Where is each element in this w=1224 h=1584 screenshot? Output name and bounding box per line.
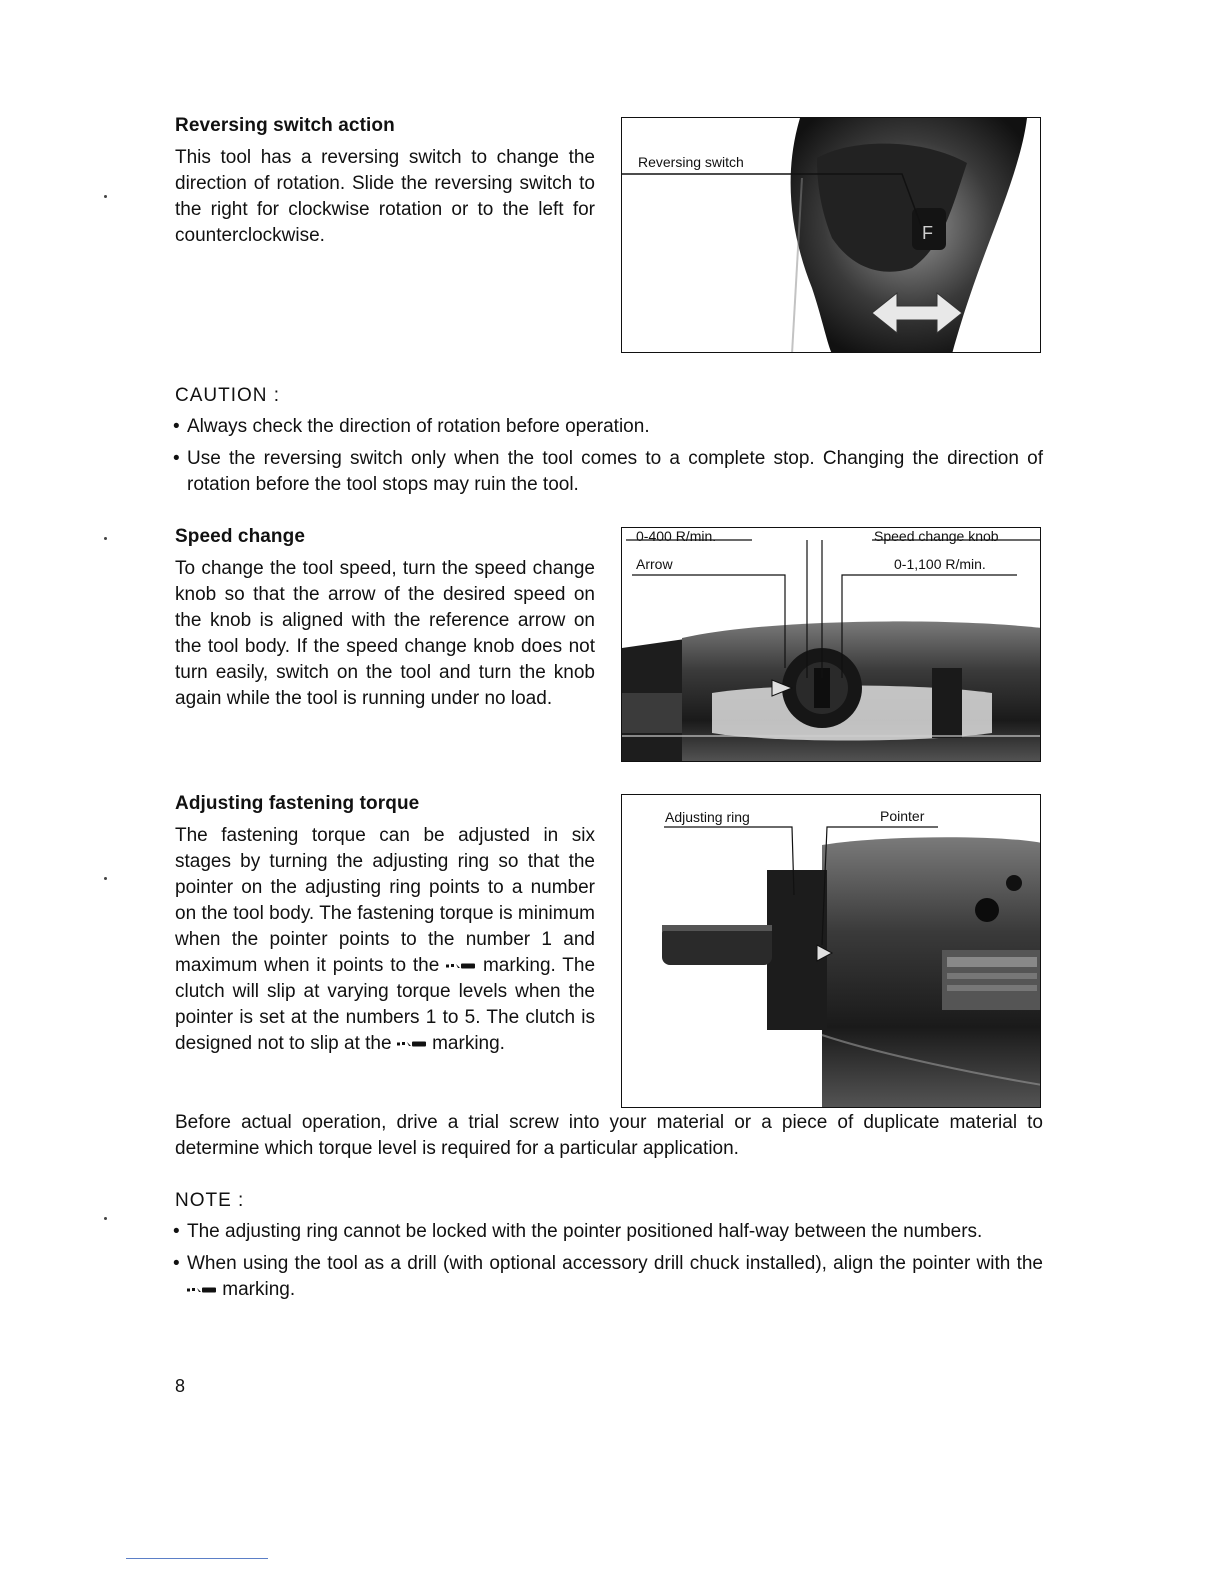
- scan-dot: [104, 195, 107, 198]
- footer-line: [126, 1558, 268, 1559]
- switch-letter: F: [922, 223, 933, 243]
- note-item: [173, 1251, 1043, 1303]
- note-item2-part2: marking.: [222, 1279, 296, 1300]
- reversing-text: This tool has a reversing switch to change the direction of rotation. Slide the reversing switch to the right for clockwise rotation or to the left for counterclockwise.: [175, 147, 595, 246]
- high-speed-label: 0-1,100 R/min.: [894, 556, 986, 572]
- speed-change-photo: [621, 527, 1041, 762]
- reversing-switch-label: Reversing switch: [638, 154, 744, 170]
- adjusting-ring-photo: [621, 794, 1041, 1108]
- pointer-label: Pointer: [880, 808, 925, 824]
- drill-marking-icon: [446, 962, 476, 970]
- note-item2-part1: When using the tool as a drill (with optional accessory drill chuck installed), align the pointer with the: [187, 1253, 1043, 1274]
- scan-dot: [104, 537, 107, 540]
- caution-item: • Use the reversing switch only when the tool comes to a complete stop. Changing the direction of rotation before the tool stops may ruin the tool.: [173, 446, 1043, 498]
- scan-dot: [104, 1217, 107, 1220]
- trial-screw-text: Before actual operation, drive a trial screw into your material or a piece of duplicate material to determine which torque level is required for a particular application.: [175, 1112, 1043, 1159]
- arrow-label: Arrow: [636, 556, 673, 572]
- note-list: [173, 1219, 1043, 1309]
- scan-dot: [104, 877, 107, 880]
- torque-text-part1: The fastening torque can be adjusted in six stages by turning the adjusting ring so that the pointer on the adjusting ring points to a number on the tool body. The fastening torque is minimum when the pointer points to the number 1 and maximum when it points to the: [175, 825, 595, 976]
- drill-marking-icon: [397, 1040, 427, 1048]
- torque-text: [175, 823, 595, 1057]
- knob-label: Speed change knob: [874, 528, 999, 544]
- page-number: 8: [175, 1376, 186, 1396]
- note-title: NOTE :: [175, 1190, 245, 1211]
- speed-text: To change the tool speed, turn the speed change knob so that the arrow of the desired speed on the knob is aligned with the reference arrow on the tool body. If the speed change knob does not turn easily, switch on the tool and turn the knob again while the tool is running under no load.: [175, 558, 595, 709]
- torque-text-part3: marking.: [432, 1033, 505, 1054]
- note-item: • The adjusting ring cannot be locked with the pointer positioned half-way between the numbers.: [173, 1219, 1043, 1245]
- adjusting-ring-illustration: [622, 795, 1041, 1108]
- reversing-heading: Reversing switch action: [175, 115, 395, 136]
- reversing-switch-photo: [621, 117, 1041, 353]
- speed-heading: Speed change: [175, 526, 306, 547]
- low-speed-label: 0-400 R/min.: [636, 528, 717, 544]
- caution-item: • Always check the direction of rotation before operation.: [173, 414, 1043, 440]
- caution-list: [173, 414, 1043, 504]
- adjusting-ring-label: Adjusting ring: [665, 809, 750, 825]
- torque-text-part2: marking. The clutch will slip at varying torque levels when the pointer is set at the numbers 1 to 5. The clutch is designed not to slip at the: [175, 955, 596, 1054]
- caution-title: CAUTION :: [175, 385, 281, 406]
- drill-marking-icon: [187, 1286, 217, 1294]
- torque-heading: Adjusting fastening torque: [175, 793, 420, 814]
